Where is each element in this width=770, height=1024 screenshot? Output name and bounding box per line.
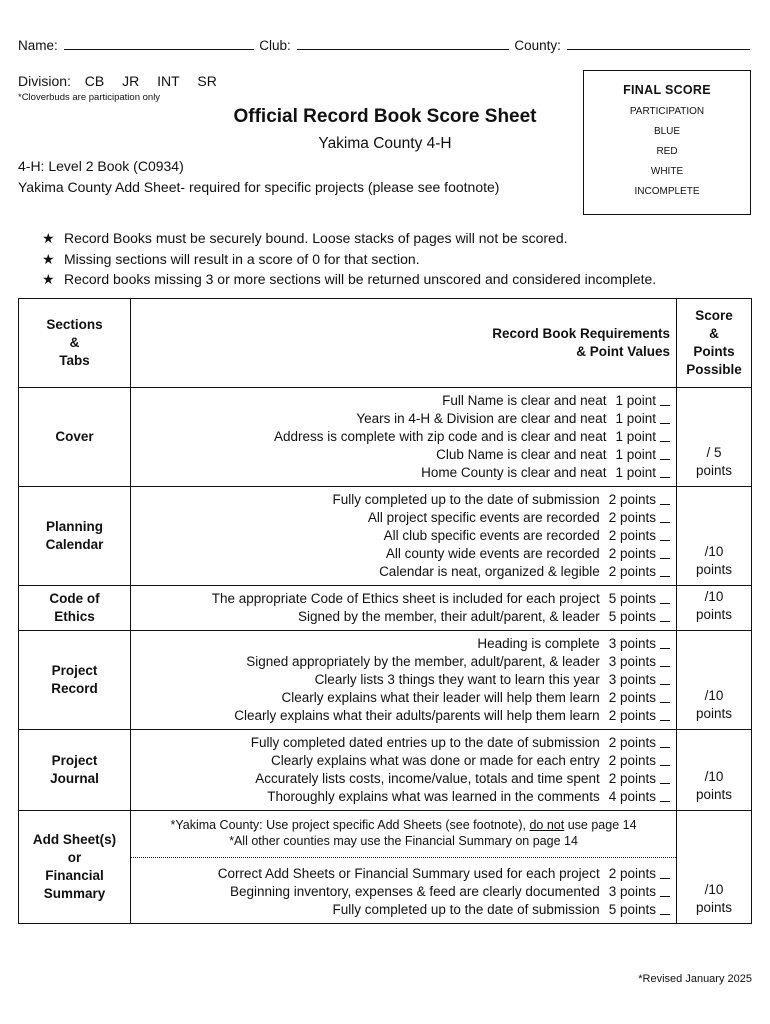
club-label: Club: [259, 38, 291, 53]
requirements-cell [131, 730, 677, 811]
section-label: or [67, 850, 82, 865]
requirement-points: 2 points [608, 753, 656, 768]
points-blank[interactable] [660, 689, 670, 703]
club-field[interactable] [297, 36, 509, 50]
section-label: Summary [43, 886, 106, 901]
points-blank[interactable] [660, 509, 670, 523]
requirements-cell [131, 586, 677, 631]
table-row [19, 730, 752, 811]
section-label: Financial [45, 868, 104, 883]
section-cell [19, 586, 131, 631]
requirement-points: 1 point [615, 465, 656, 480]
requirement-text: Correct Add Sheets or Financial Summary used for each project [217, 866, 600, 881]
requirements-cell [131, 811, 677, 924]
county-field[interactable] [567, 36, 750, 50]
requirement-points: 1 point [615, 429, 656, 444]
score-value: /10 [704, 589, 724, 604]
footnote-line: *All other counties may use the Financial Summary on page 14 [229, 834, 578, 848]
points-blank[interactable] [660, 865, 670, 879]
requirement-item [135, 752, 670, 770]
section-cell [19, 730, 131, 811]
header-score [677, 299, 752, 388]
requirement-points: 2 points [608, 510, 656, 525]
requirement-text: Signed appropriately by the member, adult/parent, & leader [246, 654, 600, 669]
division-line [18, 73, 217, 89]
page-subtitle: Yakima County 4-H [318, 135, 452, 152]
final-score-red[interactable]: RED [656, 146, 678, 157]
requirement-item [135, 865, 670, 883]
requirement-points: 4 points [608, 789, 656, 804]
requirement-text: All county wide events are recorded [385, 546, 600, 561]
requirement-item [135, 392, 670, 410]
points-blank[interactable] [660, 446, 670, 460]
points-blank[interactable] [660, 883, 670, 897]
points-blank[interactable] [660, 410, 670, 424]
requirement-points: 3 points [608, 654, 656, 669]
division-option-int[interactable]: INT [157, 73, 180, 89]
requirement-text: Clearly explains what their adults/parents will help them learn [234, 708, 600, 723]
add-sheet-footnote [131, 811, 676, 858]
points-blank[interactable] [660, 770, 670, 784]
footnote-text: use page 14 [567, 818, 637, 832]
requirement-points: 2 points [608, 492, 656, 507]
requirement-item [135, 707, 670, 725]
division-option-cb[interactable]: CB [84, 73, 105, 89]
requirement-item [135, 653, 670, 671]
points-blank[interactable] [660, 527, 670, 541]
requirement-text: Fully completed dated entries up to the date of submission [250, 735, 600, 750]
requirement-text: Calendar is neat, organized & legible [379, 564, 600, 579]
requirement-text: Clearly explains what their leader will help them learn [281, 690, 600, 705]
requirement-item [135, 464, 670, 482]
final-score-title: FINAL SCORE [623, 83, 711, 97]
section-label: Code of [49, 591, 100, 606]
name-label: Name: [18, 38, 58, 53]
section-label: Calendar [45, 537, 104, 552]
revised-note: *Revised January 2025 [638, 973, 752, 985]
requirement-item [135, 883, 670, 901]
header-sections [19, 299, 131, 388]
score-value: /10 [704, 544, 724, 559]
points-blank[interactable] [660, 491, 670, 505]
requirements-cell [131, 388, 677, 487]
requirement-points: 2 points [608, 564, 656, 579]
header-score-text: Score [695, 308, 733, 323]
header-requirements-text: & Point Values [576, 344, 670, 359]
page-title: Official Record Book Score Sheet [233, 106, 537, 127]
requirement-points: 2 points [608, 690, 656, 705]
points-blank[interactable] [660, 901, 670, 915]
note-item [42, 249, 656, 270]
requirements-list [131, 858, 676, 923]
score-cell [677, 388, 752, 487]
header-score-text: & [709, 326, 719, 341]
cloverbud-note: *Cloverbuds are participation only [18, 92, 161, 103]
identity-line [18, 36, 752, 53]
section-label: Project [51, 663, 98, 678]
header-score-text: Points [693, 344, 735, 359]
section-label: Journal [50, 771, 99, 786]
score-unit: points [695, 787, 733, 802]
requirement-item [135, 608, 670, 626]
requirement-text: Heading is complete [477, 636, 600, 651]
requirement-item [135, 527, 670, 545]
level-text: 4-H: Level 2 Book (C0934) [18, 158, 184, 174]
requirement-text: Beginning inventory, expenses & feed are clearly documented [229, 884, 600, 899]
requirement-item [135, 509, 670, 527]
final-score-blue[interactable]: BLUE [653, 126, 681, 137]
header-score-text: Possible [686, 362, 742, 377]
requirement-item [135, 770, 670, 788]
section-label: Add Sheet(s) [32, 832, 117, 847]
score-unit: points [695, 562, 733, 577]
star-icon: ★ [42, 271, 55, 287]
requirement-text: Fully completed up to the date of submission [332, 902, 600, 917]
requirement-text: Address is complete with zip code and is clear and neat [274, 429, 607, 444]
requirement-points: 2 points [608, 546, 656, 561]
star-icon: ★ [42, 230, 55, 246]
note-item [42, 269, 656, 290]
requirement-text: Thoroughly explains what was learned in the comments [267, 789, 600, 804]
requirement-item [135, 788, 670, 806]
division-option-sr[interactable]: SR [197, 73, 217, 89]
requirement-points: 2 points [608, 771, 656, 786]
score-unit: points [695, 607, 733, 622]
table-row [19, 586, 752, 631]
requirement-item [135, 410, 670, 428]
score-table [18, 298, 752, 924]
score-cell [677, 811, 752, 924]
score-value: / 5 [706, 445, 722, 460]
requirement-item [135, 563, 670, 581]
name-field[interactable] [64, 36, 254, 50]
requirement-points: 3 points [608, 636, 656, 651]
requirement-text: Clearly lists 3 things they want to learn this year [314, 672, 600, 687]
requirement-text: Signed by the member, their adult/parent, & leader [298, 609, 600, 624]
section-cell [19, 388, 131, 487]
points-blank[interactable] [660, 635, 670, 649]
requirement-points: 2 points [608, 866, 656, 881]
requirement-item [135, 491, 670, 509]
points-blank[interactable] [660, 464, 670, 478]
star-icon: ★ [42, 250, 55, 267]
requirement-text: Years in 4-H & Division are clear and neat [356, 411, 607, 426]
footnote-underline: do not [529, 818, 565, 832]
division-label: Division: [18, 73, 71, 89]
county-label: County: [514, 38, 561, 53]
table-row [19, 631, 752, 730]
table-row [19, 487, 752, 586]
requirements-cell [131, 487, 677, 586]
requirement-points: 3 points [608, 884, 656, 899]
requirement-points: 5 points [608, 609, 656, 624]
requirement-item [135, 734, 670, 752]
footnote-text: *Yakima County: Use project specific Add Sheets (see footnote), [170, 818, 526, 832]
requirement-points: 2 points [608, 528, 656, 543]
requirement-item [135, 428, 670, 446]
table-body [19, 388, 752, 811]
requirement-item [135, 635, 670, 653]
requirement-points: 1 point [615, 411, 656, 426]
table-row-add-sheets [19, 811, 752, 924]
points-blank[interactable] [660, 734, 670, 748]
requirement-points: 3 points [608, 672, 656, 687]
score-unit: points [695, 900, 733, 915]
header-sections-text: Sections [46, 317, 103, 332]
points-blank[interactable] [660, 392, 670, 406]
requirement-points: 1 point [615, 447, 656, 462]
table-header-row [19, 299, 752, 388]
final-score-box [583, 70, 751, 215]
points-blank[interactable] [660, 671, 670, 685]
points-blank[interactable] [660, 788, 670, 802]
section-label: Ethics [54, 609, 95, 624]
requirement-text: Fully completed up to the date of submission [332, 492, 600, 507]
points-blank[interactable] [660, 590, 670, 604]
points-blank[interactable] [660, 707, 670, 721]
header-requirements [131, 299, 677, 388]
requirement-points: 1 point [615, 393, 656, 408]
note-item [42, 228, 656, 249]
section-cell [19, 487, 131, 586]
requirement-text: Club Name is clear and neat [436, 447, 607, 462]
points-blank[interactable] [660, 752, 670, 766]
score-unit: points [695, 463, 733, 478]
requirement-points: 5 points [608, 591, 656, 606]
points-blank[interactable] [660, 428, 670, 442]
requirement-item [135, 590, 670, 608]
score-cell [677, 586, 752, 631]
requirement-text: Full Name is clear and neat [442, 393, 607, 408]
score-value: /10 [704, 769, 724, 784]
score-value: /10 [704, 688, 724, 703]
requirement-points: 5 points [608, 902, 656, 917]
section-label: Record [51, 681, 98, 696]
points-blank[interactable] [660, 545, 670, 559]
requirement-text: All project specific events are recorded [367, 510, 600, 525]
requirement-item [135, 689, 670, 707]
section-label: Cover [55, 429, 94, 444]
final-score-participation[interactable]: PARTICIPATION [629, 106, 705, 117]
points-blank[interactable] [660, 608, 670, 622]
requirement-text: Clearly explains what was done or made for each entry [271, 753, 600, 768]
score-value: /10 [704, 882, 724, 897]
requirement-points: 2 points [608, 735, 656, 750]
requirement-text: All club specific events are recorded [383, 528, 600, 543]
points-blank[interactable] [660, 563, 670, 577]
requirement-item [135, 446, 670, 464]
note-text: Record Books must be securely bound. Loose stacks of pages will not be scored. [64, 230, 568, 246]
score-cell [677, 631, 752, 730]
header-sections-text: & [69, 335, 80, 350]
note-text: Record books missing 3 or more sections will be returned unscored and considered incomplete. [64, 271, 657, 287]
notes-list [42, 228, 656, 290]
score-unit: points [695, 706, 733, 721]
section-label: Planning [46, 519, 103, 534]
final-score-white[interactable]: WHITE [650, 166, 684, 177]
footnote-line [139, 817, 668, 833]
division-option-jr[interactable]: JR [122, 73, 140, 89]
section-cell [19, 811, 131, 924]
header-sections-text: Tabs [59, 353, 90, 368]
requirement-text: Home County is clear and neat [421, 465, 607, 480]
score-cell [677, 487, 752, 586]
score-cell [677, 730, 752, 811]
requirement-text: The appropriate Code of Ethics sheet is included for each project [211, 591, 600, 606]
requirements-cell [131, 631, 677, 730]
requirement-item [135, 901, 670, 919]
section-cell [19, 631, 131, 730]
note-text: Missing sections will result in a score of 0 for that section. [64, 250, 420, 267]
requirement-text: Accurately lists costs, income/value, totals and time spent [255, 771, 600, 786]
add-sheet-text: Yakima County Add Sheet- required for specific projects (please see footnote) [18, 179, 500, 195]
requirement-item [135, 671, 670, 689]
table-row [19, 388, 752, 487]
section-label: Project [51, 753, 98, 768]
final-score-incomplete[interactable]: INCOMPLETE [634, 186, 700, 197]
header-requirements-text: Record Book Requirements [492, 326, 670, 341]
points-blank[interactable] [660, 653, 670, 667]
requirement-item [135, 545, 670, 563]
requirement-points: 2 points [608, 708, 656, 723]
